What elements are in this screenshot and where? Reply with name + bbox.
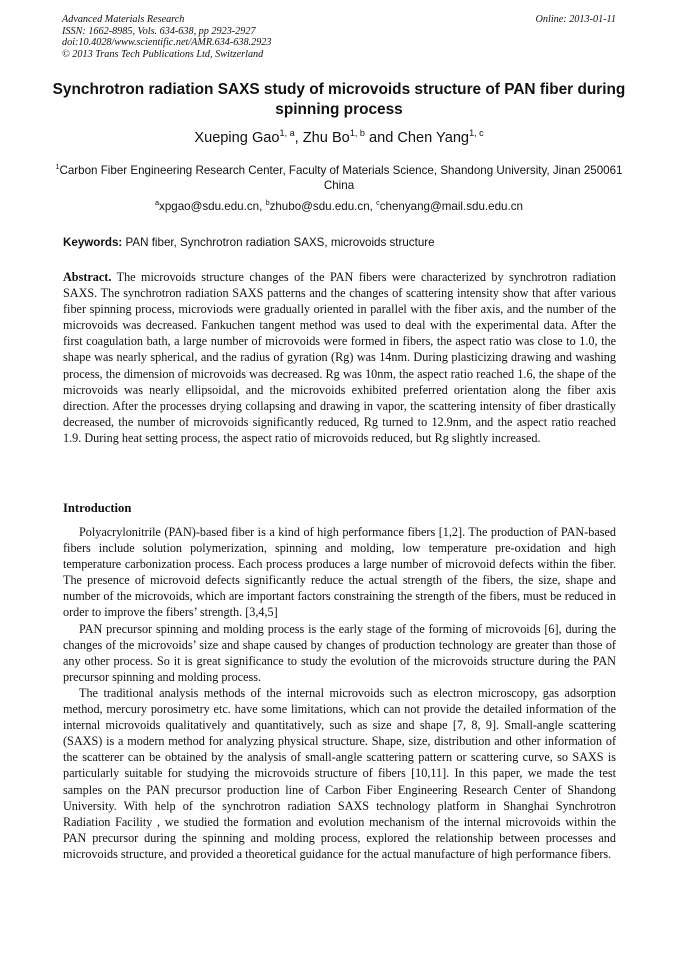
author-separator: , bbox=[294, 130, 303, 146]
abstract-paragraph bbox=[63, 269, 616, 446]
doi-line: doi:10.4028/www.scientific.net/AMR.634-638.2923 bbox=[62, 37, 272, 49]
keywords bbox=[63, 235, 616, 250]
author-and: and bbox=[364, 130, 398, 146]
affiliation bbox=[50, 163, 628, 193]
issn-line: ISSN: 1662-8985, Vols. 634-638, pp 2923-2927 bbox=[62, 25, 256, 37]
affiliation-sup: 1 bbox=[55, 161, 60, 171]
copyright-line: © 2013 Trans Tech Publications Ltd, Switzerland bbox=[62, 48, 264, 60]
journal-header bbox=[62, 14, 616, 60]
author-affil-sup: 1, b bbox=[349, 127, 365, 138]
author-affil-sup: 1, a bbox=[279, 127, 295, 138]
email-sup: b bbox=[265, 197, 270, 207]
keywords-text: PAN fiber, Synchrotron radiation SAXS, microvoids structure bbox=[122, 236, 435, 249]
paper-title: Synchrotron radiation SAXS study of microvoids structure of PAN fiber during spinning process bbox=[52, 81, 626, 118]
email-address[interactable]: xpgao@sdu.edu.cn bbox=[159, 200, 260, 213]
abstract-text: The microvoids structure changes of the PAN fibers were characterized by synchrotron radiation SAXS. The synchrotron radiation SAXS patterns and the changes of scattering intensity show that after various fiber spinning process, microviods were gradually oriented in parallel with the fiber axis, and the number of the microvoids was decreased. Fankuchen tangent method was used to deal with the experimental data. After the first coagulation bath, a large number of microvoids were formed in fibers, the aspect ratio was close to 1.0, the shape was nearly spherical, and the radius of gyration (Rg) was 14nm. During plasticizing drawing and washing process, the dimension of microvoids was decreased. Rg was 10nm, the aspect ratio reached 1.6, the shape of the microvoids was nearly ellipsoidal, and the microvoids exhibited preferred orientation along the fiber axis direction. After the processes drying collapsing and drawing in vapor, the scattering intensity of fiber drastically decreased, the number of microvoids significantly reduced, Rg turned to 12.9nm, and the aspect ratio reached 1.9. During heat setting process, the aspect ratio of microvoids reduced, but Rg slightly increased. bbox=[63, 270, 616, 445]
email-sup: a bbox=[155, 197, 160, 207]
author-name: Chen Yang bbox=[397, 130, 470, 146]
affiliation-text: Carbon Fiber Engineering Research Center, Faculty of Materials Science, Shandong University, Jinan 250061 China bbox=[59, 164, 623, 192]
email-address[interactable]: chenyang@mail.sdu.edu.cn bbox=[379, 200, 523, 213]
keywords-label: Keywords: bbox=[63, 236, 123, 249]
journal-name: Advanced Materials Research bbox=[62, 14, 185, 25]
author-affil-sup: 1, c bbox=[469, 127, 484, 138]
email-sup: c bbox=[376, 197, 380, 207]
section-heading-introduction: Introduction bbox=[63, 501, 132, 515]
email-address[interactable]: zhubo@sdu.edu.cn bbox=[269, 200, 370, 213]
email-list: $^a$xpgao@sdu.edu.cn, $^b$zhubo@sdu.edu.cn, $^c$chenyang@mail.sdu.edu.cn bbox=[155, 197, 523, 213]
intro-paragraph: PAN precursor spinning and molding process is the early stage of the forming of microvoids [6], during the changes of the microvoids’ size and shape caused by changes of production technology are greater than those of any other process. So it is great significance to study the evolution of the microvoids structure during the PAN precursor spinning and molding process. bbox=[63, 621, 616, 684]
abstract-label: Abstract. bbox=[63, 270, 112, 284]
introduction-body bbox=[63, 524, 616, 862]
intro-paragraph: Polyacrylonitrile (PAN)-based fiber is a kind of high performance fibers [1,2]. The production of PAN-based fibers include solution polymerization, spinning and molding, low temperature pre-oxidation and high temperature carbonization process. Each process produces a large number of microvoid defects within the fiber. The presence of microvoid defects significantly reduce the actual strength of the fibers, the size, shape and number of the microvoids, which are important factors constraining the strength of the fibers, must be reduced in order to improve the fibers’ strength. [3,4,5] bbox=[63, 525, 616, 620]
author-name: Zhu Bo bbox=[302, 130, 350, 146]
author-name: Xueping Gao bbox=[194, 130, 280, 146]
intro-paragraph: The traditional analysis methods of the internal microvoids such as electron microscopy, gas adsorption method, mercury porosimetry etc. have some limitations, which can not provide the detailed information of the internal microvoids qualitatively and quantitatively, such as size and shape [7, 8, 9]. Small-angle scattering (SAXS) is a modern method for analyzing physical structure. Shape, size, distribution and other information of the scatterer can be obtained by the analysis of small-angle scattering pattern or scattering curve, so SAXS is particularly suitable for studying the microvoids structure of fibers [10,11]. In this paper, we made the test samples on the PAN precursor production line of Carbon Fiber Engineering Research Center of Shandong University. With help of the synchrotron radiation SAXS technology platform in Shanghai Synchrotron Radiation Facility , we studied the formation and evolution mechanism of the internal microvoids within the PAN precursor during the spinning and molding process, explored the relationship between processes and microvoids structure, and provided a theoretical guidance for the actual manufacture of high performance fibers. bbox=[63, 685, 616, 861]
abstract bbox=[63, 269, 616, 446]
online-date: Online: 2013-01-11 bbox=[535, 14, 616, 25]
author-list bbox=[40, 129, 638, 147]
